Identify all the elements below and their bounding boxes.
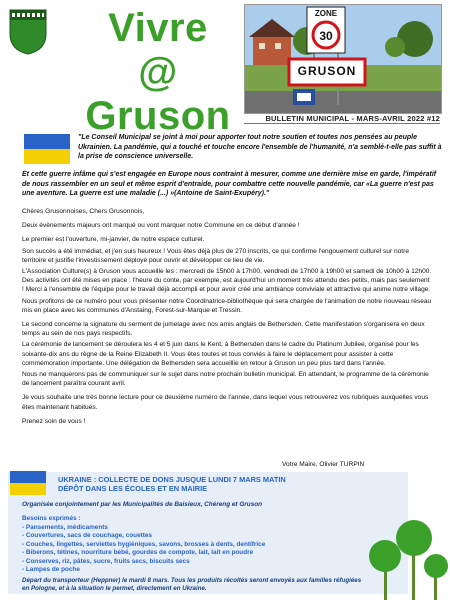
letter-paragraph: Le second concerne la signature du serment de jumelage avec nos amis anglais de Bethersden. Cette manifestation s'organisera en deux temps au sein de nos pays respectifs. [22, 321, 425, 338]
letter-paragraph: Son succès a été immédiat, et j'en suis heureux ! Vous êtes déjà plus de 270 inscrits, ce qui confirme l'engouement culturel sur notre territoire et justifie l'investissement déployé pour ouvrir et développer ce lieu de vie. [22, 247, 409, 264]
mayor-quote: "Le Conseil Municipal se joint à moi pour apporter tout notre soutien et toutes nos pensées au peuple Ukrainien. La pandémie, qui a touché et touche encore l'ensemble de l'humanité, n'a semblé-t-elle pas suffit à la prise de conscience universelle. [78, 134, 442, 160]
mayor-quote-continued: Et cette guerre infâme qui s'est engagée en Europe nous contraint à mesurer, comme une dernière mise en garde, l'impératif de nous rassembler en un seul et même esprit d'entraide, pour combattre cette nouvelle pandémie, car «La guerre n'est pas une aventure. La guerre est une maladie (...) »(Antoine de Saint-Exupéry)." [22, 171, 437, 197]
donation-title-line-1: UKRAINE : COLLECTE DE DONS JUSQUE LUNDI 7 MARS MATIN [58, 475, 286, 484]
town-sign-text: GRUSON [297, 64, 357, 78]
bulletin-issue: BULLETIN MUNICIPAL - MARS-AVRIL 2022 #12 [265, 114, 440, 123]
donation-needs-list [22, 515, 402, 575]
letter-paragraph: Le premier est l'ouverture, mi-janvier, de notre espace culturel. [22, 236, 205, 244]
mayor-letter [22, 207, 432, 431]
letter-paragraph: Nous profitons de ce numéro pour vous présenter notre Coordinatrice-bibliothèque qui sera chargée de l'animation de notre nouveau réseau mis en place avec les communes d'Anstaing, Forest-sur-Marque et Tressin. [22, 297, 432, 314]
needs-item: - Lampes de poche [22, 566, 80, 573]
needs-title: Besoins exprimés : [22, 515, 81, 522]
town-entrance-photo [244, 4, 442, 114]
header-divider [244, 123, 440, 124]
letter-paragraph: Deux évènements majeurs ont marqué ou vont marquer notre Commune en ce début d'année ! [22, 222, 300, 230]
letter-paragraph: L'Association Culture(s) à Gruson vous accueille les : mercredi de 15h00 à 17h00, vendredi de 17h00 à 19h00 et samedi de 10h00 à 12h00. Des activités ont été mises en place : l'heure du conte, par exemple, est aujourd'hui un moment très attendu des petits, mais pas seulement ! Merci à l'ensemble de l'équipe pour le travail déjà accompli et pour avoir créé une ambiance conviviale et attractive qui anime notre village. [22, 268, 432, 294]
ukraine-flag-icon [24, 134, 70, 164]
needs-item: - Biberons, tétines, nourriture bébé, gourdes de compote, lait, lait en poudre [22, 549, 254, 556]
letter-greeting: Chères Grusonnoises, Chers Grusonnois, [22, 208, 145, 215]
tree-icon [362, 520, 448, 600]
title-line-1: Vivre [108, 6, 208, 50]
needs-item: - Conserves, riz, pâtes, sucre, fruits secs, biscuits secs [22, 557, 190, 565]
letter-paragraph: Je vous souhaite une très bonne lecture pour ce deuxième numéro de l'année, dans lequel vous retrouverez vos rubriques auxquelles vous êtes maintenant habitués. [22, 394, 429, 411]
speed-limit-text: 30 [319, 29, 333, 43]
publication-title [78, 6, 238, 138]
title-line-3: Gruson [85, 94, 231, 138]
town-crest-icon [8, 8, 48, 56]
title-line-2: @ [138, 50, 178, 94]
letter-paragraph: Nous ne manquerons pas de communiquer sur le sujet dans notre prochain bulletin municipal. En attendant, le programme de la cérémonie de lancement paraîtra courant avril. [22, 371, 429, 388]
needs-item: - Pansements, médicaments [22, 523, 108, 531]
donation-organizers: Organisée conjointement par les Municipalités de Baisieux, Chéreng et Gruson [22, 501, 263, 508]
letter-paragraph: Prenez soin de vous ! [22, 417, 86, 425]
donation-title-line-2: DÉPÔT DANS LES ÉCOLES ET EN MAIRIE [58, 484, 208, 494]
mayor-signature: Votre Maire, Olivier TURPIN [282, 461, 365, 468]
donation-footer: Départ du transporteur (Heppner) le mardi 8 mars. Tous les produits récoltés seront envoyés aux familles réfugiées en Pologne, et à la situation le permet, directement en Ukraine. [22, 577, 362, 592]
donation-title [58, 475, 358, 494]
letter-paragraph: La cérémonie de lancement se déroulera les 4 et 5 juin dans le Kent, à Bethersden dans le cadre du Platinum Jubilee, organisé pour les soixante-dix ans du règne de la Reine Elizabeth II. Vous êtes toutes et tous conviés à faire le déplacement pour assister à cette commémoration importante. Une délégation de Bethersden sera accueillie en retour à Gruson un peu plus tard dans l'année. [22, 341, 419, 367]
needs-item: - Couches, lingettes, serviettes hygiéniques, savons, brosses à dents, dentifrice [22, 540, 266, 548]
needs-item: - Couvertures, sacs de couchage, couettes [22, 532, 152, 539]
zone-sign-text: ZONE [314, 9, 338, 18]
ukraine-flag-icon [10, 471, 46, 495]
